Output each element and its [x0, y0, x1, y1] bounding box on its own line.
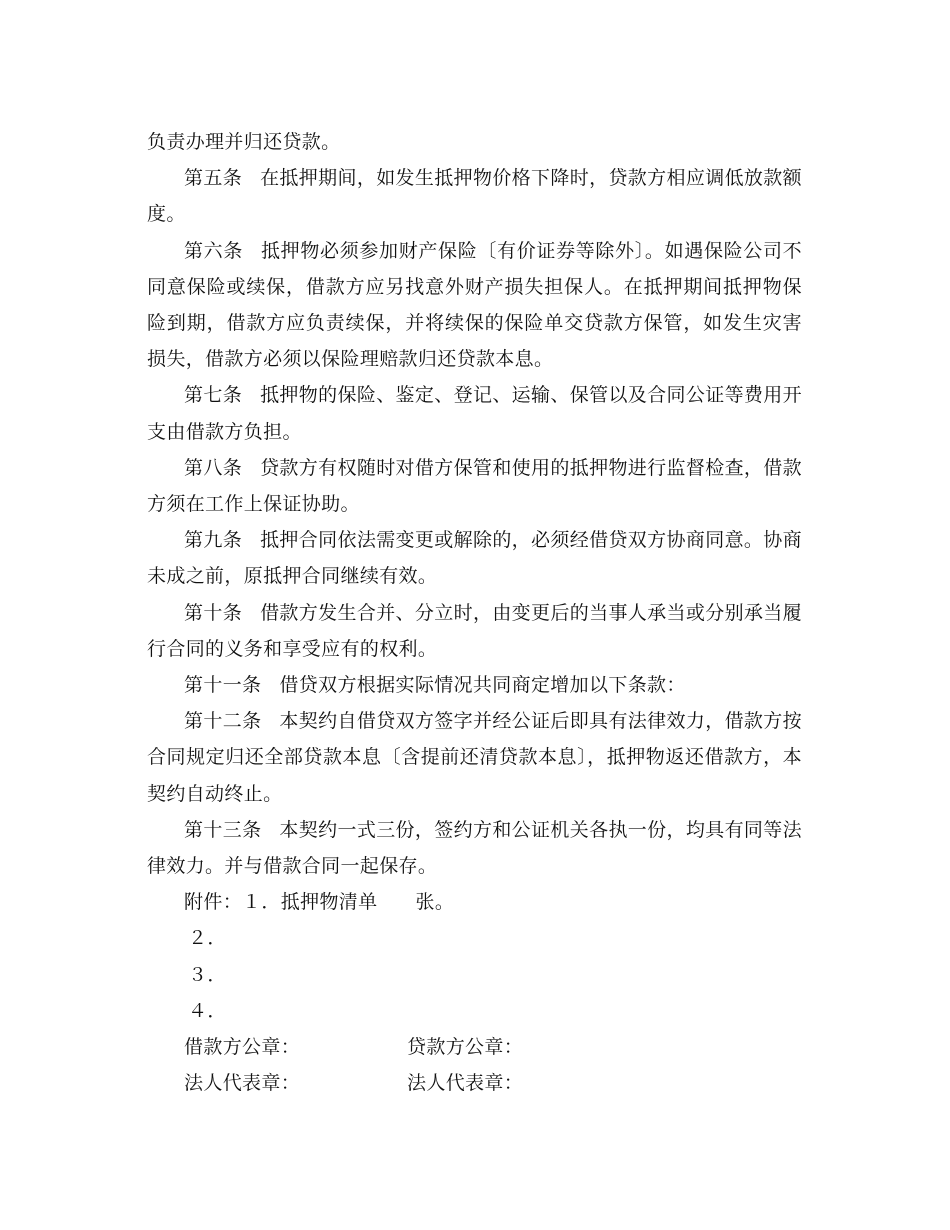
- article-text: 本契约自借贷双方签字并经公证后即具有法律效力，借款方按合同规定归还全部贷款本息〔含提前还清贷款本息〕，抵押物返还借款方，本契约自动终止。: [147, 710, 802, 805]
- borrower-legal-rep-label: 法人代表章：: [184, 1072, 301, 1095]
- article-10: [147, 595, 802, 667]
- attachment-unit: 张。: [415, 891, 455, 914]
- contract-body: [147, 124, 802, 1101]
- article-number: 第五条: [184, 167, 243, 190]
- paragraph-text: 负责办理并归还贷款。: [147, 131, 341, 153]
- article-8: [147, 450, 802, 522]
- attachment-item: [147, 957, 802, 993]
- article-6: [147, 233, 802, 378]
- article-number: 第十二条: [184, 710, 262, 733]
- article-text: 抵押物必须参加财产保险〔有价证券等除外〕。如遇保险公司不同意保险或续保，借款方应另找意外财产损失担保人。在抵押期间抵押物保险到期，借款方应负责续保，并将续保的保险单交贷款方保管，如发生灾害损失，借款方必须以保险理赔款归还贷款本息。: [147, 239, 802, 371]
- article-number: 第十一条: [184, 674, 262, 697]
- lender-seal-label: 贷款方公章：: [407, 1036, 524, 1059]
- article-text: 借贷双方根据实际情况共同商定增加以下条款：: [279, 674, 686, 697]
- attachment-label: 附件：１．抵押物清单: [184, 891, 378, 914]
- article-text: 贷款方有权随时对借方保管和使用的抵押物进行监督检查，借款方须在工作上保证协助。: [147, 456, 802, 516]
- attachment-line: [147, 884, 802, 920]
- article-text: 抵押物的保险、鉴定、登记、运输、保管以及合同公证等费用开支由借款方负担。: [147, 384, 802, 443]
- article-9: [147, 522, 802, 594]
- article-13: [147, 812, 802, 884]
- borrower-seal-label: 借款方公章：: [184, 1036, 301, 1059]
- article-text: 借款方发生合并、分立时，由变更后的当事人承当或分别承当履行合同的义务和享受应有的权利。: [147, 601, 802, 660]
- article-number: 第十三条: [184, 818, 262, 841]
- paragraph-continuation: [147, 124, 802, 160]
- article-text: 在抵押期间，如发生抵押物价格下降时，贷款方相应调低放款额度。: [147, 167, 802, 226]
- article-text: 抵押合同依法需变更或解除的，必须经借贷双方协商同意。协商未成之前，原抵押合同继续有效。: [147, 529, 802, 588]
- attachment-item-number: ３．: [188, 963, 227, 986]
- article-7: [147, 377, 802, 449]
- lender-legal-rep-label: 法人代表章：: [407, 1072, 524, 1095]
- attachment-item: [147, 920, 802, 956]
- signature-row: [147, 1029, 802, 1065]
- article-number: 第八条: [184, 456, 243, 479]
- article-number: 第七条: [184, 384, 243, 407]
- article-number: 第九条: [184, 529, 243, 552]
- article-5: [147, 160, 802, 232]
- article-text: 本契约一式三份，签约方和公证机关各执一份，均具有同等法律效力。并与借款合同一起保存。: [147, 818, 802, 878]
- article-number: 第六条: [184, 239, 244, 262]
- article-number: 第十条: [184, 601, 243, 624]
- article-11: [147, 667, 802, 703]
- attachment-item-number: ２．: [188, 927, 227, 950]
- signature-row: [147, 1065, 802, 1101]
- attachment-item-number: ４．: [188, 999, 227, 1022]
- attachment-item: [147, 993, 802, 1029]
- article-12: [147, 703, 802, 812]
